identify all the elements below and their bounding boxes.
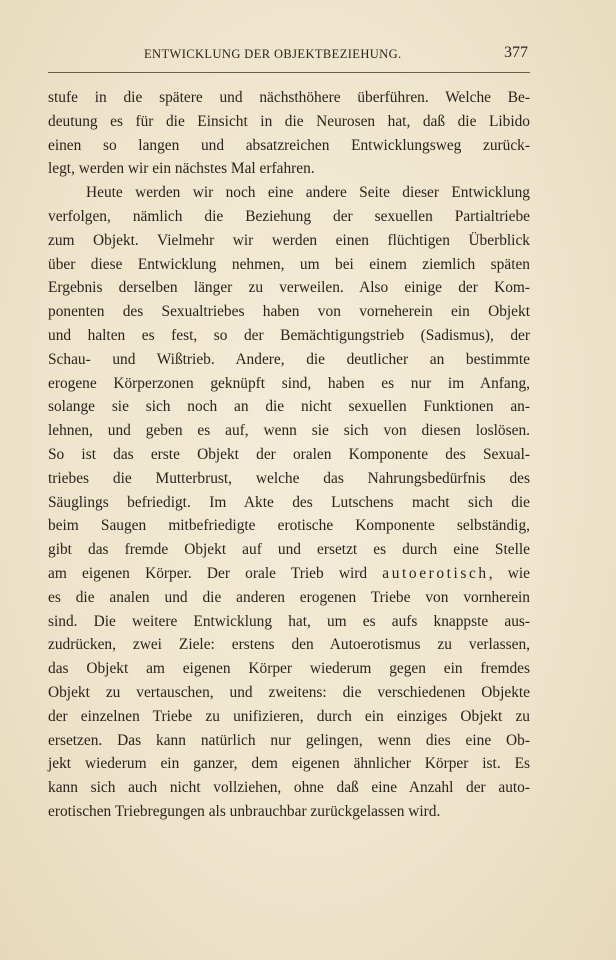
text-line: kann sich auch nicht vollziehen, ohne daß eine Anzahl der auto-: [48, 779, 530, 797]
text-line: triebes die Mutterbrust, welche das Nahrungsbedürfnis des: [48, 469, 530, 487]
text-line: beim Saugen mitbefriedigte erotische Komponente selbständig,: [48, 517, 530, 535]
text-line: gibt das fremde Objekt auf und ersetzt es durch eine Stelle: [48, 541, 530, 559]
text-line: deutung es für die Einsicht in die Neurosen hat, daß die Libido: [48, 112, 530, 130]
text-segment: , wie: [488, 564, 531, 582]
text-line: zum Objekt. Vielmehr wir werden einen flüchtigen Überblick: [48, 231, 530, 249]
text-line: verfolgen, nämlich die Beziehung der sexuellen Partialtriebe: [48, 207, 530, 225]
text-line: sind. Die weitere Entwicklung hat, um es aufs knappste aus-: [48, 612, 530, 630]
page-number: 377: [504, 44, 528, 61]
text-line: jekt wiederum ein ganzer, dem eigenen ähnlicher Körper ist. Es: [48, 755, 530, 773]
text-line: ersetzen. Das kann natürlich nur gelingen, wenn dies eine Ob-: [48, 731, 530, 749]
spaced-emphasis: autoerotisch: [382, 564, 489, 582]
text-line: Heute werden wir noch eine andere Seite dieser Entwicklung: [86, 184, 530, 202]
text-line: lehnen, und geben es auf, wenn sie sich von diesen loslösen.: [48, 422, 530, 440]
text-line: einen so langen und absatzreichen Entwicklungsweg zurück-: [48, 136, 530, 154]
text-line: das Objekt am eigenen Körper wiederum gegen ein fremdes: [48, 660, 530, 678]
text-line: [48, 562, 530, 586]
text-line: und halten es fest, so der Bemächtigungstrieb (Sadismus), der: [48, 326, 530, 344]
text-line: der einzelnen Triebe zu unifizieren, durch ein einziges Objekt zu: [48, 707, 530, 725]
header-rule: [48, 72, 530, 73]
text-line: über diese Entwicklung nehmen, um bei einem ziemlich späten: [48, 255, 530, 273]
text-line: stufe in die spätere und nächsthöhere überführen. Welche Be-: [48, 89, 530, 106]
text-line: es die analen und die anderen erogenen Triebe von vornherein: [48, 588, 530, 606]
text-line: erotischen Triebregungen als unbrauchbar zurückgelassen wird.: [48, 802, 441, 820]
text-line: Säuglings befriedigt. Im Akte des Lutschens macht sich die: [48, 493, 530, 511]
text-line: ponenten des Sexualtriebes haben von vorneherein ein Objekt: [48, 303, 530, 321]
text-line: Schau- und Wißtrieb. Andere, die deutlicher an bestimmte: [48, 350, 530, 368]
text-line: Objekt zu vertauschen, und zweitens: die verschiedenen Objekte: [48, 683, 530, 701]
text-line: Ergebnis derselben länger zu verweilen. Also einige der Kom-: [48, 279, 530, 297]
text-line: legt, werden wir ein nächstes Mal erfahren.: [48, 160, 315, 178]
text-line: solange sie sich noch an die nicht sexuellen Funktionen an-: [48, 398, 530, 416]
text-line: So ist das erste Objekt der oralen Komponente des Sexual-: [48, 445, 530, 463]
running-title: ENTWICKLUNG DER OBJEKTBEZIEHUNG.: [144, 47, 402, 61]
page-header: [48, 44, 528, 68]
text-line: zudrücken, zwei Ziele: erstens den Autoerotismus zu verlassen,: [48, 636, 530, 654]
text-segment: am eigenen Körper. Der orale Trieb wird: [48, 564, 383, 582]
body-text: [48, 86, 530, 824]
text-line: erogene Körperzonen geknüpft sind, haben es nur im Anfang,: [48, 374, 530, 392]
